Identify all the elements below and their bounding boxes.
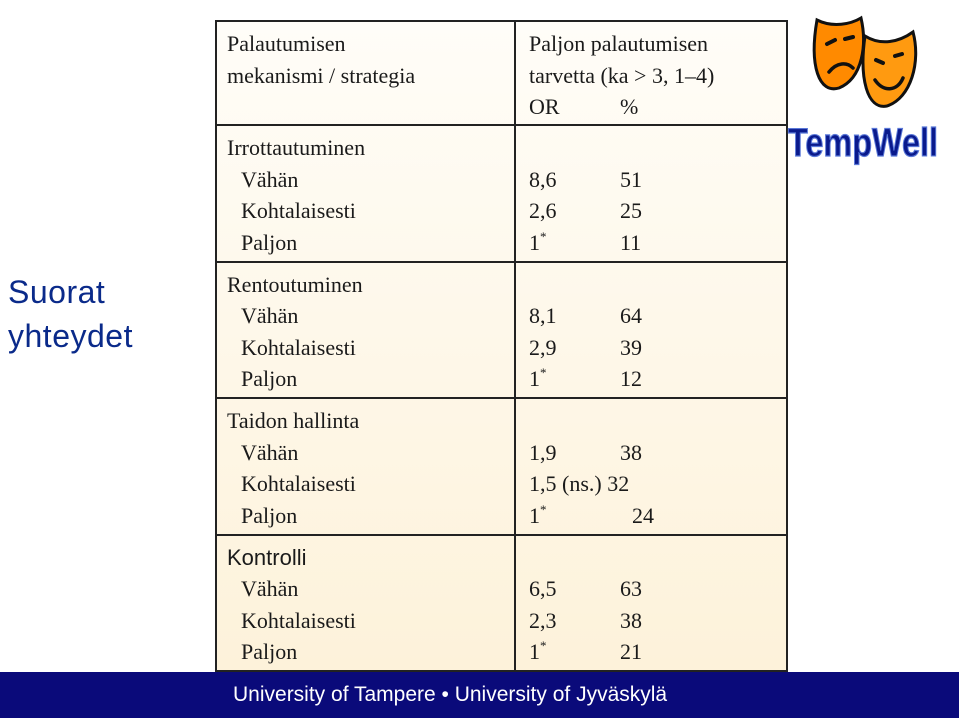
tempwell-logo (783, 6, 943, 176)
odds-ratio-number: 8,1 (529, 303, 557, 329)
table-group-row (216, 398, 787, 534)
table-group-row (216, 262, 787, 398)
header-strategy-line: Palautumisen (227, 31, 346, 56)
percentage-value: 32 (607, 471, 630, 497)
header-need-cell (515, 21, 787, 125)
strategy-group-name: Taidon hallinta (227, 408, 360, 434)
percentage-value: 39 (620, 334, 642, 360)
odds-ratio-value (529, 468, 602, 500)
results-table (215, 20, 788, 672)
result-line (529, 300, 776, 332)
header-or-pct-line (529, 91, 776, 123)
strategy-level: Kohtalaisesti (241, 607, 356, 633)
strategy-level: Kohtalaisesti (241, 198, 356, 224)
result-line (529, 227, 776, 259)
odds-ratio-number: 1,9 (529, 439, 557, 465)
header-pct-label: % (620, 94, 639, 119)
header-or-label: OR (529, 94, 560, 119)
odds-ratio-value (529, 605, 620, 637)
result-line (529, 605, 776, 637)
percentage-value: 51 (620, 166, 642, 192)
strategy-group-name: Kontrolli (227, 544, 307, 570)
odds-ratio-number: 2,6 (529, 198, 557, 224)
result-line (529, 573, 776, 605)
percentage-value: 38 (620, 607, 642, 633)
result-group-cell (515, 535, 787, 671)
result-spacer (529, 132, 776, 164)
reference-asterisk: * (540, 638, 547, 654)
odds-ratio-value (529, 573, 620, 605)
result-group-cell (515, 262, 787, 398)
odds-ratio-value (529, 164, 620, 196)
strategy-level: Vähän (241, 439, 299, 465)
header-need-line: Paljon palautumisen (529, 31, 709, 56)
logo-text: TempWell (788, 121, 938, 165)
percentage-value: 64 (620, 303, 642, 329)
result-group-cell (515, 125, 787, 261)
header-strategy-line: mekanismi / strategia (227, 62, 416, 88)
result-group-cell (515, 398, 787, 534)
result-line (529, 468, 776, 500)
slide-title-line-1: Suorat (8, 274, 106, 310)
result-line (529, 363, 776, 395)
odds-ratio-number: 6,5 (529, 576, 557, 602)
strategy-group-cell (216, 535, 515, 671)
percentage-value: 63 (620, 576, 642, 602)
percentage-value: 38 (620, 439, 642, 465)
odds-ratio-value (529, 636, 620, 668)
percentage-value: 24 (632, 502, 654, 528)
odds-ratio-number: 1 (529, 639, 540, 665)
strategy-group-cell (216, 262, 515, 398)
odds-ratio-number: 8,6 (529, 166, 557, 192)
odds-ratio-value (529, 300, 620, 332)
result-line (529, 500, 776, 532)
reference-asterisk: * (540, 365, 547, 381)
slide-title (8, 270, 208, 358)
result-line (529, 195, 776, 227)
footer-bar (0, 672, 959, 718)
strategy-group-cell (216, 125, 515, 261)
result-spacer (529, 405, 776, 437)
odds-ratio-value (529, 332, 620, 364)
strategy-level: Paljon (241, 366, 298, 392)
strategy-level: Vähän (241, 576, 299, 602)
odds-ratio-value (529, 227, 620, 259)
odds-ratio-value (529, 500, 620, 532)
odds-ratio-number: 1 (529, 502, 540, 528)
header-strategy-cell (216, 21, 515, 125)
odds-ratio-number: 1 (529, 366, 540, 392)
header-need-line: tarvetta (ka > 3, 1–4) (529, 62, 715, 88)
result-line (529, 636, 776, 668)
strategy-group-cell (216, 398, 515, 534)
percentage-value: 12 (620, 366, 642, 392)
reference-asterisk: * (540, 228, 547, 244)
reference-asterisk: * (540, 501, 547, 517)
strategy-level: Vähän (241, 303, 299, 329)
odds-ratio-value (529, 195, 620, 227)
odds-ratio-number: 1 (529, 229, 540, 255)
strategy-level: Kohtalaisesti (241, 471, 356, 497)
result-line (529, 332, 776, 364)
result-line (529, 164, 776, 196)
result-spacer (529, 542, 776, 574)
odds-ratio-number: 2,9 (529, 334, 557, 360)
table-group-row (216, 125, 787, 261)
slide-title-line-2: yhteydet (8, 318, 133, 354)
percentage-value: 21 (620, 639, 642, 665)
strategy-level: Paljon (241, 502, 298, 528)
strategy-group-name: Irrottautuminen (227, 135, 366, 161)
table-header-row (216, 21, 787, 125)
strategy-level: Paljon (241, 639, 298, 665)
theatre-masks-icon (783, 6, 943, 176)
odds-ratio-value (529, 437, 620, 469)
result-line (529, 437, 776, 469)
odds-ratio-value (529, 363, 620, 395)
result-spacer (529, 269, 776, 301)
strategy-group-name: Rentoutuminen (227, 271, 363, 297)
percentage-value: 25 (620, 198, 642, 224)
table-group-row (216, 535, 787, 671)
odds-ratio-number: 1,5 (ns.) (529, 471, 602, 497)
percentage-value: 11 (620, 229, 642, 255)
strategy-level: Vähän (241, 166, 299, 192)
strategy-level: Paljon (241, 229, 298, 255)
footer-text: University of Tampere • University of Jyväskylä (233, 683, 668, 706)
strategy-level: Kohtalaisesti (241, 334, 356, 360)
odds-ratio-number: 2,3 (529, 607, 557, 633)
